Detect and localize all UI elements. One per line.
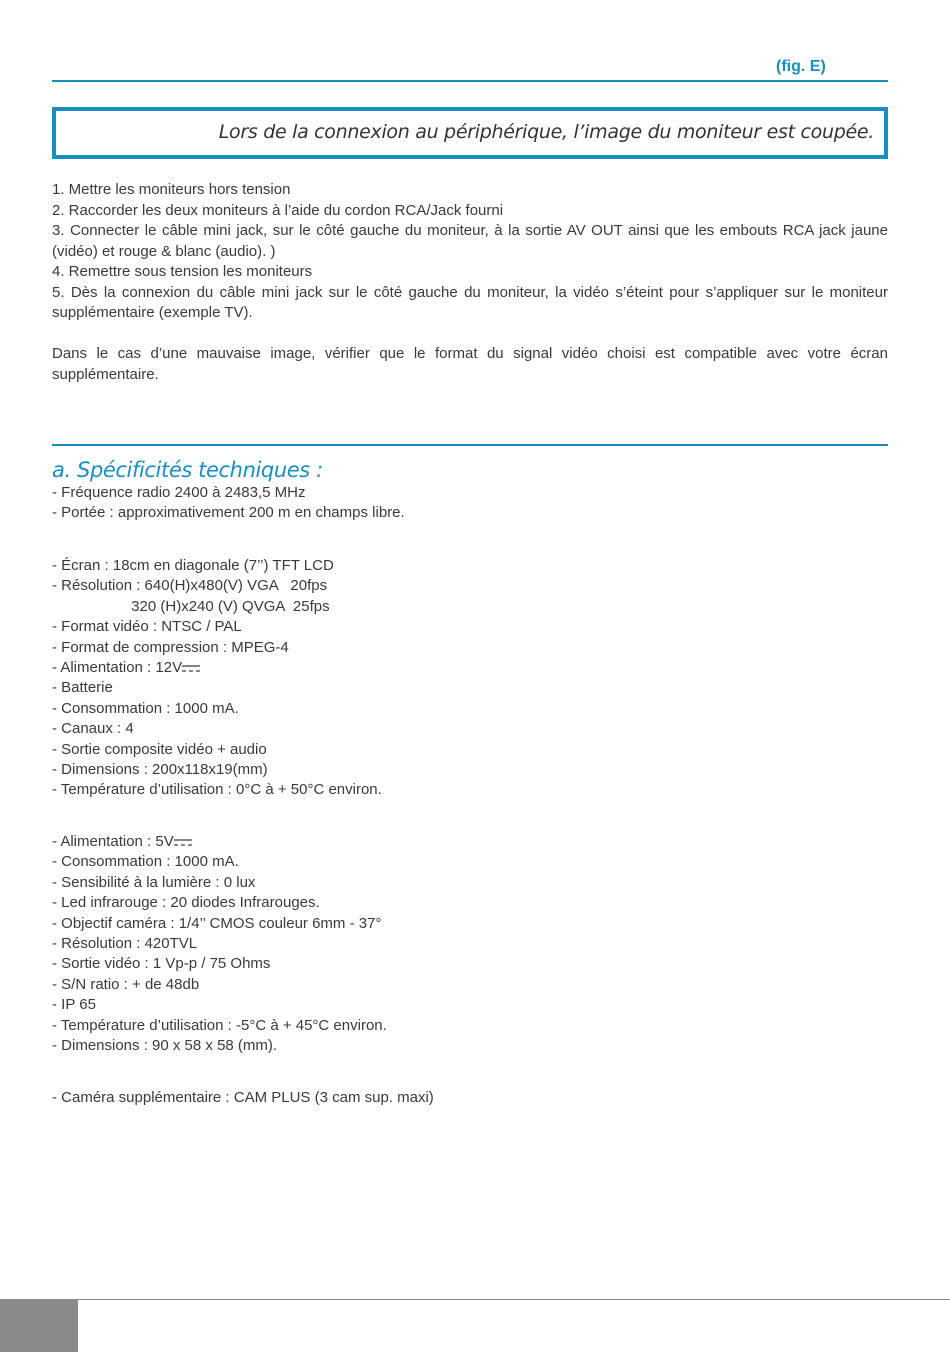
footer-line	[78, 1299, 950, 1300]
spec-line: - Led infrarouge : 20 diodes Infrarouges.	[52, 894, 320, 912]
spec-line: - Résolution : 420TVL	[52, 935, 198, 953]
spec-line: - Batterie	[52, 679, 113, 697]
spec-line: - Température d’utilisation : -5°C à + 45°C environ.	[52, 1016, 387, 1034]
image-note: Dans le cas d’une mauvaise image, vérifier que le format du signal vidéo choisi est compatible avec votre écran supplémentaire.	[52, 345, 888, 383]
spec-line: 320 (H)x240 (V) QVGA 25fps	[52, 597, 330, 615]
page-number-tab	[0, 1299, 78, 1352]
spec-text: - Alimentation : 5V	[52, 833, 174, 850]
spec-line: - Caméra supplémentaire : CAM PLUS (3 cam sup. maxi)	[52, 1089, 434, 1106]
spec-line-power	[52, 832, 888, 852]
dc-symbol-icon	[174, 837, 192, 847]
spec-line: - Objectif caméra : 1/4’’ CMOS couleur 6mm - 37°	[52, 914, 382, 932]
extra-specs	[52, 1088, 888, 1108]
notice-text: Lors de la connexion au périphérique, l’image du moniteur est coupée.	[218, 121, 874, 143]
spec-line: - Portée : approximativement 200 m en champs libre.	[52, 504, 405, 522]
spec-line: - Résolution : 640(H)x480(V) VGA 20fps	[52, 577, 328, 595]
dc-symbol-icon	[182, 663, 200, 673]
spec-text: - Alimentation : 12V	[52, 659, 183, 677]
steps-list	[52, 180, 888, 324]
step-item: 4. Remettre sous tension les moniteurs	[52, 263, 313, 280]
spec-line: - Consommation : 1000 mA.	[52, 699, 239, 717]
spec-line: - Sensibilité à la lumière : 0 lux	[52, 873, 256, 891]
radio-specs	[52, 483, 888, 524]
monitor-specs	[52, 556, 888, 801]
camera-specs	[52, 832, 888, 1056]
spec-line: - IP 65	[52, 996, 96, 1014]
spec-line: - Température d’utilisation : 0°C à + 50°C environ.	[52, 781, 382, 799]
spec-line: - S/N ratio : + de 48db	[52, 975, 200, 993]
spec-line: - Dimensions : 90 x 58 x 58 (mm).	[52, 1037, 278, 1055]
header-divider	[52, 80, 888, 82]
figure-label: (fig. E)	[776, 58, 826, 75]
section-title: a. Spécificités techniques :	[52, 458, 323, 482]
step-item: 5. Dès la connexion du câble mini jack sur le côté gauche du moniteur, la vidéo s’éteint pour s’appliquer sur le moniteur supplémentaire (exemple TV).	[52, 283, 888, 321]
step-item: 1. Mettre les moniteurs hors tension	[52, 181, 291, 198]
spec-line: - Canaux : 4	[52, 720, 134, 738]
spec-line: - Sortie vidéo : 1 Vp-p / 75 Ohms	[52, 955, 271, 973]
notice-box	[52, 107, 888, 159]
spec-line: - Consommation : 1000 mA.	[52, 853, 239, 871]
step-item: 3. Connecter le câble mini jack, sur le côté gauche du moniteur, à la sortie AV OUT ainsi que les embouts RCA jack jaune (vidéo) et rouge & blanc (audio). )	[52, 222, 888, 260]
spec-line: - Écran : 18cm en diagonale (7’’) TFT LCD	[52, 557, 334, 574]
spec-line: - Sortie composite vidéo + audio	[52, 740, 267, 758]
spec-line-power	[52, 658, 888, 678]
spec-line: - Format vidéo : NTSC / PAL	[52, 618, 242, 636]
step-item: 2. Raccorder les deux moniteurs à l’aide du cordon RCA/Jack fourni	[52, 201, 504, 219]
section-divider	[52, 444, 888, 446]
spec-line: - Fréquence radio 2400 à 2483,5 MHz	[52, 484, 306, 501]
spec-line: - Format de compression : MPEG-4	[52, 638, 289, 656]
spec-line: - Dimensions : 200x118x19(mm)	[52, 761, 268, 779]
